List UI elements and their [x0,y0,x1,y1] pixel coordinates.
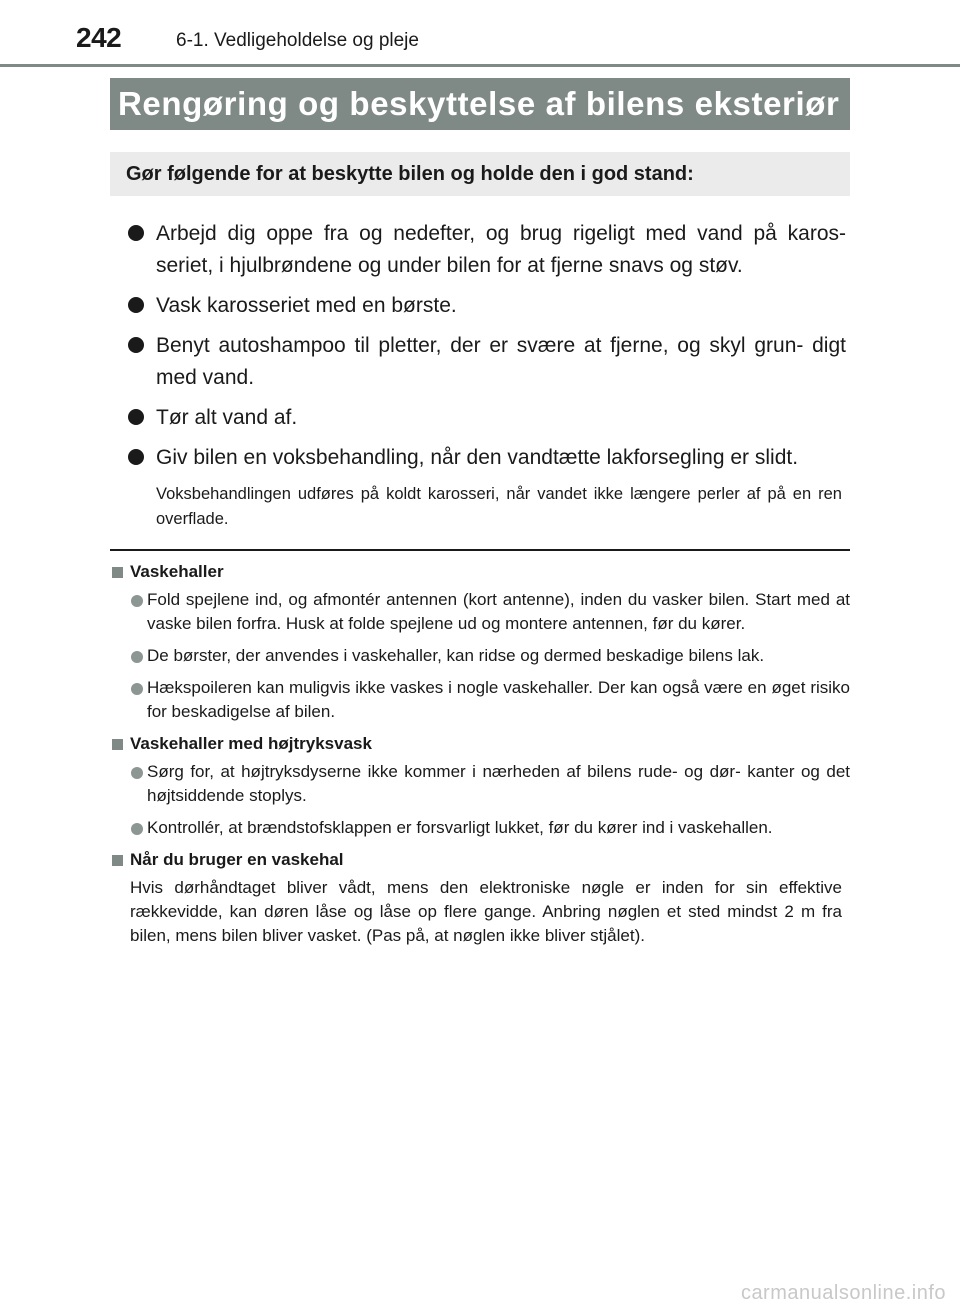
list-item [126,330,846,394]
bullet-icon [128,297,144,313]
note-heading [110,732,850,756]
wax-note: Voksbehandlingen udføres på koldt karosseri, når vandet ikke længere perler af på en ren overflade. [156,485,842,528]
section-label: 6-1. Vedligeholdelse og pleje [176,30,419,51]
note-item-text: Hækspoileren kan muligvis ikke vaskes i nogle vaskehaller. Der kan også være en øget risiko for beskadigelse af bilen. [147,678,850,721]
list-item [126,442,846,474]
bullet-icon [131,823,143,835]
list-item [126,218,846,282]
list-item-text: Tør alt vand af. [156,406,298,429]
main-list [126,218,846,482]
list-item [126,290,846,322]
bullet-icon [128,449,144,465]
square-bullet-icon [112,567,123,578]
list-item [126,402,846,434]
note-item [110,588,850,636]
list-item-text: Arbejd dig oppe fra og nedefter, og brug rigeligt med vand på karos- seriet, i hjulbrøndene og under bilen for at fjerne snavs og støv. [156,222,846,277]
note-item [110,676,850,724]
bullet-icon [128,409,144,425]
bullet-icon [131,651,143,663]
note-paragraph: Hvis dørhåndtaget bliver vådt, mens den elektroniske nøgle er inden for sin effektive rækkevidde, kan døren låse og låse op flere gange. Anbring nøglen et sted mindst 2 m fra bilen, mens bilen bliver vasket. (Pas på, at nøglen ikke bliver stjålet). [130,878,842,945]
note-item-text: Kontrollér, at brændstofsklappen er forsvarligt lukket, før du kører ind i vaskehallen. [147,818,773,837]
square-bullet-icon [112,739,123,750]
note-item-text: Sørg for, at højtryksdyserne ikke kommer i nærheden af bilens rude- og dør- kanter og det højtsiddende stoplys. [147,762,850,805]
note-item-text: De børster, der anvendes i vaskehaller, kan ridse og dermed beskadige bilens lak. [147,646,765,665]
list-item-text: Benyt autoshampoo til pletter, der er svære at fjerne, og skyl grun- digt med vand. [156,334,846,389]
note-item [110,644,850,668]
note-heading-text: Vaskehaller [130,562,224,581]
note-item [110,760,850,808]
note-heading-text: Vaskehaller med højtryksvask [130,734,372,753]
bullet-icon [131,767,143,779]
bullet-icon [131,595,143,607]
bullet-icon [128,337,144,353]
watermark: carmanualsonline.info [740,1282,946,1304]
bullet-icon [128,225,144,241]
note-item [110,816,850,840]
note-item-text: Fold spejlene ind, og afmontér antennen (kort antenne), inden du vasker bilen. Start med at vaske bilen forfra. Husk at folde spejlene ud og montere antennen, før du kører. [147,590,850,633]
list-item-text: Vask karosseriet med en børste. [156,294,457,317]
page-number: 242 [76,22,122,53]
section-divider [110,549,850,551]
note-heading [110,560,850,584]
notes-section [110,560,850,956]
bullet-icon [131,683,143,695]
intro-box: Gør følgende for at beskytte bilen og holde den i god stand: [110,152,850,196]
list-item-text: Giv bilen en voksbehandling, når den vandtætte lakforsegling er slidt. [156,446,799,469]
header-rule [0,64,960,67]
note-heading-text: Når du bruger en vaskehal [130,850,344,869]
note-heading [110,848,850,872]
square-bullet-icon [112,855,123,866]
page-title: Rengøring og beskyttelse af bilens eksteriør [110,78,850,130]
